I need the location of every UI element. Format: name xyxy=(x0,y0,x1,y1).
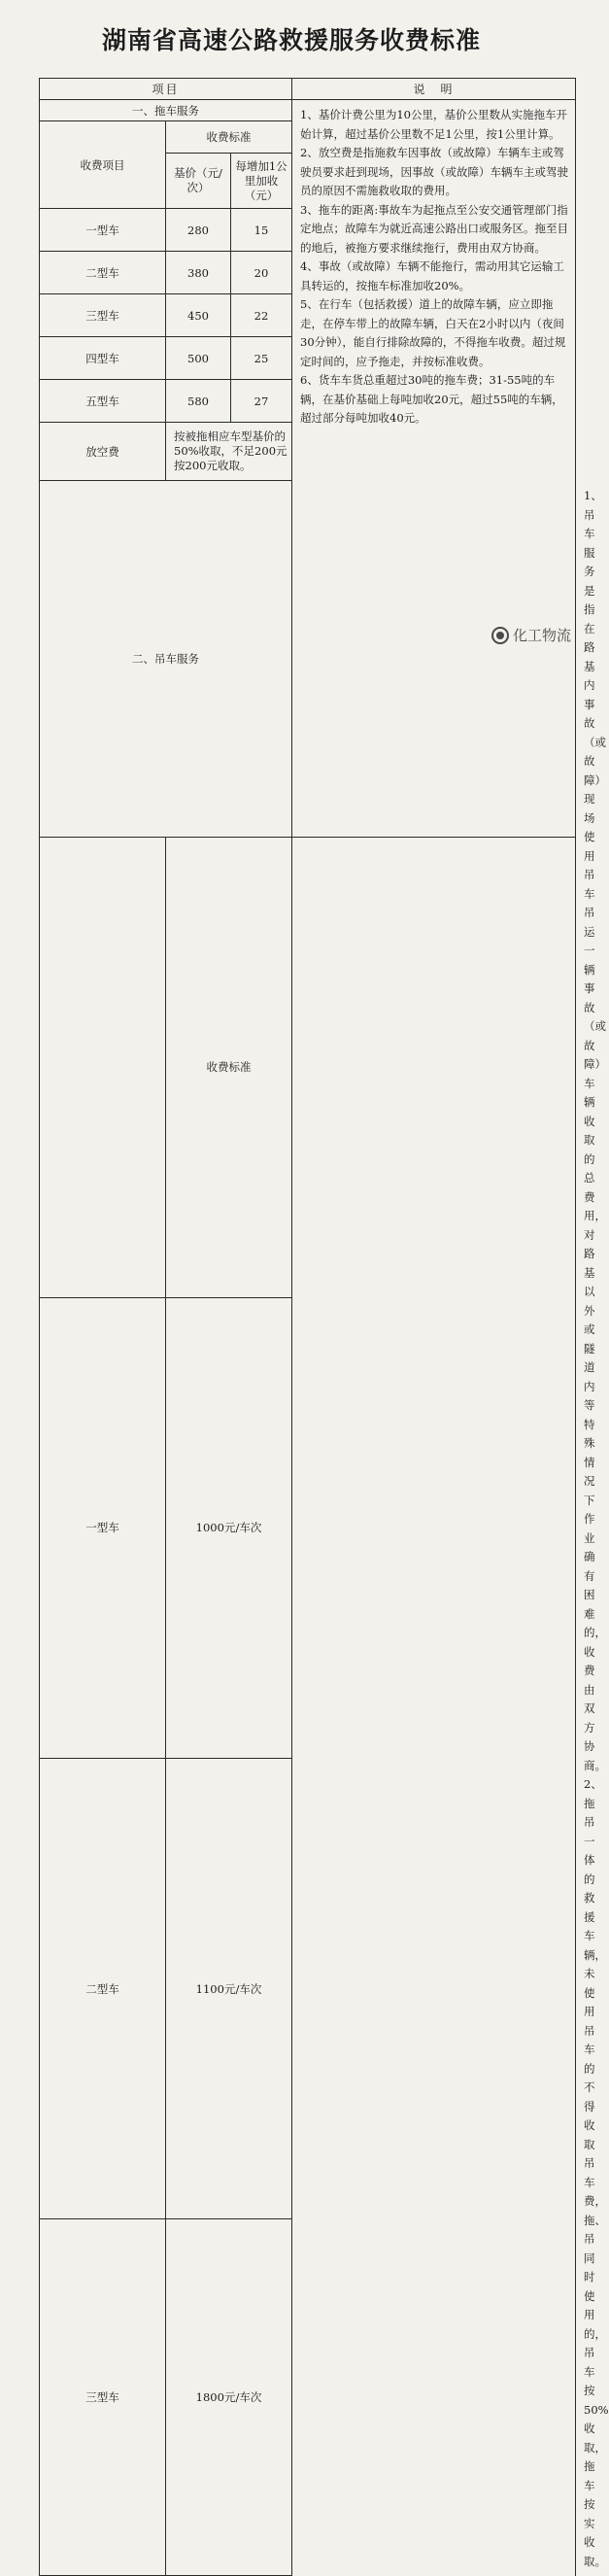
crane-header-row xyxy=(40,837,576,1297)
empty-run-label: 放空费 xyxy=(40,423,166,481)
vehicle-type: 二型车 xyxy=(40,1759,166,2219)
header-item: 项目 xyxy=(40,79,292,100)
vehicle-type: 一型车 xyxy=(40,1297,166,1758)
table-row xyxy=(40,1297,576,1758)
crane-blank-cell xyxy=(40,837,166,1297)
watermark xyxy=(488,623,575,647)
crane-section-title: 二、吊车服务 xyxy=(40,481,292,838)
base-price-label: 基价（元/次） xyxy=(166,154,231,209)
crane-section-row: 二、吊车服务 1、吊车服务是指在路基内事故（或故障）现场使用吊车吊运一辆事故（或故障）车辆收取的总费用，对路基以外或隧道内等特殊情况下作业确有困难的，收费由双方协商。 2、拖吊一体的救援车辆，未使用吊车的不得收取吊车费，拖、吊同时使用的，吊车按50%收取，拖车按实收取。 xyxy=(40,481,576,838)
fee-table xyxy=(39,78,609,2576)
header-desc: 说 明 xyxy=(292,79,576,100)
vehicle-type: 三型车 xyxy=(40,294,166,337)
towing-section-row xyxy=(40,100,576,121)
towing-note: 1、基价计费公里为10公里，基价公里数从实施拖车开始计算，超过基价公里数不足1公里，按1公里计算。 xyxy=(300,108,567,141)
towing-note: 5、在行车（包括救援）道上的故障车辆，应立即拖走，在停车带上的故障车辆，白天在2小时以内（夜间30分钟），能自行排除故障的，不得拖车收费。超过规定时间的，应予拖走，并按标准收费。 xyxy=(300,297,566,368)
vehicle-type: 四型车 xyxy=(40,337,166,380)
crane-fee: 1800元/车次 xyxy=(166,2219,292,2576)
towing-section-title: 一、拖车服务 xyxy=(40,100,292,121)
fee-standard-label: 收费标准 xyxy=(166,121,292,154)
per-km-label: 每增加1公里加收（元） xyxy=(231,154,292,209)
per-km-price: 20 xyxy=(231,252,292,294)
wechat-logo-icon xyxy=(491,627,509,644)
empty-run-text: 按被拖相应车型基价的50%收取，不足200元按200元收取。 xyxy=(166,423,292,481)
table-row xyxy=(40,1759,576,2219)
towing-note: 4、事故（或故障）车辆不能拖行，需动用其它运输工具转运的，按拖车标准加收20%。 xyxy=(300,259,564,292)
per-km-price: 27 xyxy=(231,380,292,423)
per-km-price: 22 xyxy=(231,294,292,337)
per-km-price: 25 xyxy=(231,337,292,380)
vehicle-type: 二型车 xyxy=(40,252,166,294)
base-price: 450 xyxy=(166,294,231,337)
crane-fee: 1000元/车次 xyxy=(166,1297,292,1758)
per-km-price: 15 xyxy=(231,209,292,252)
header-row xyxy=(40,79,576,100)
crane-fee-standard-label: 收费标准 xyxy=(166,837,292,1297)
base-price: 380 xyxy=(166,252,231,294)
table-row xyxy=(40,2219,576,2576)
towing-note: 6、货车车货总重超过30吨的拖车费；31-55吨的车辆，在基价基础上每吨加收20元，超过55吨的车辆，超过部分每吨加收40元。 xyxy=(300,373,563,425)
vehicle-type: 一型车 xyxy=(40,209,166,252)
base-price: 500 xyxy=(166,337,231,380)
towing-note: 3、拖车的距离:事故车为起拖点至公安交通管理部门指定地点；故障车为就近高速公路出口或服务区。拖至目的地后，被拖方要求继续拖行，费用由双方协商。 xyxy=(300,202,568,255)
crane-fee: 1100元/车次 xyxy=(166,1759,292,2219)
towing-notes xyxy=(292,100,576,838)
vehicle-type: 三型车 xyxy=(40,2219,166,2576)
vehicle-item-label: 收费项目 xyxy=(40,121,166,209)
vehicle-type: 五型车 xyxy=(40,380,166,423)
base-price: 580 xyxy=(166,380,231,423)
towing-note: 2、放空费是指施救车因事故（或故障）车辆车主或驾驶员要求赶到现场，因事故（或故障）车辆车主或驾驶员的原因不需施救收取的费用。 xyxy=(300,146,568,197)
document-title: 湖南省高速公路救援服务收费标准 xyxy=(101,26,481,54)
base-price: 280 xyxy=(166,209,231,252)
watermark-text: 化工物流 xyxy=(512,627,571,644)
